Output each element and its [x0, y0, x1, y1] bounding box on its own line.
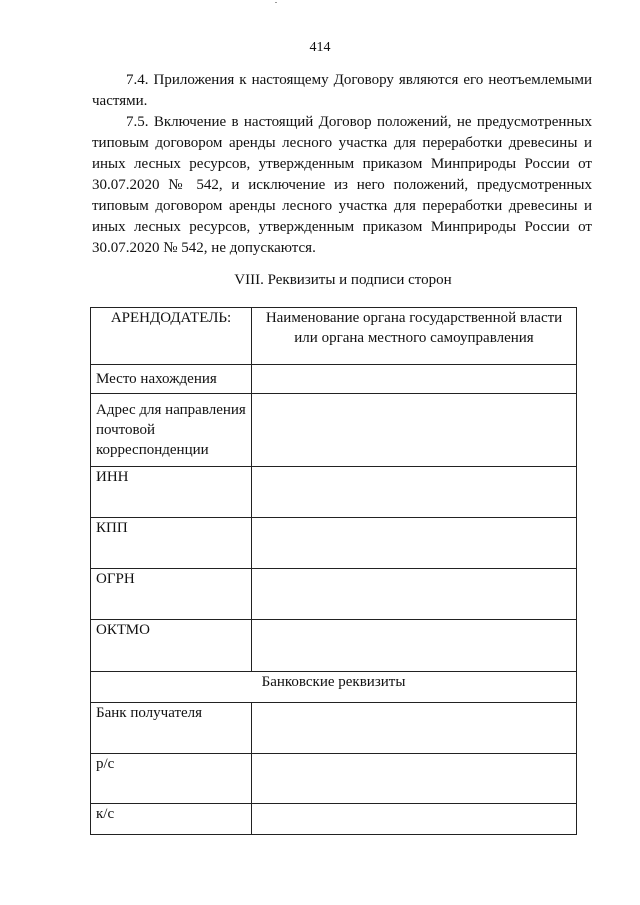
- section-title: VIII. Реквизиты и подписи сторон: [234, 272, 452, 288]
- page-number: 414: [309, 40, 331, 55]
- row-value-location: [252, 365, 577, 394]
- row-value-bank: [252, 703, 577, 754]
- table-row: [91, 569, 577, 620]
- lessor-label: АРЕНДОДАТЕЛЬ:: [91, 308, 252, 365]
- bank-header-row: [91, 672, 577, 703]
- paragraph-7-4: 7.4. Приложения к настоящему Договору являются его неотъемлемыми частями.: [92, 72, 592, 109]
- scan-speck: [275, 2, 277, 3]
- table-row: [91, 518, 577, 569]
- row-label-location: Место нахождения: [91, 365, 252, 394]
- row-value-correspondent-account: [252, 804, 577, 835]
- row-value-settlement-account: [252, 754, 577, 804]
- row-value-inn: [252, 467, 577, 518]
- table-row: [91, 804, 577, 835]
- body-text: [92, 70, 592, 259]
- row-label-inn: ИНН: [91, 467, 252, 518]
- table-row: [91, 467, 577, 518]
- row-value-kpp: [252, 518, 577, 569]
- table-header-row: [91, 308, 577, 365]
- row-label-correspondent-account: к/с: [91, 804, 252, 835]
- table-row: [91, 394, 577, 467]
- row-label-oktmo: ОКТМО: [91, 620, 252, 672]
- bank-details-heading: Банковские реквизиты: [91, 672, 577, 703]
- table-row: [91, 754, 577, 804]
- row-label-bank: Банк получателя: [91, 703, 252, 754]
- row-label-ogrn: ОГРН: [91, 569, 252, 620]
- table-row: [91, 703, 577, 754]
- table-row: [91, 620, 577, 672]
- row-value-postal-address: [252, 394, 577, 467]
- table-row: [91, 365, 577, 394]
- row-label-postal-address: Адрес для направления почтовой корреспонденции: [91, 394, 252, 467]
- row-label-kpp: КПП: [91, 518, 252, 569]
- row-label-settlement-account: р/с: [91, 754, 252, 804]
- authority-name-label: Наименование органа государственной власти или органа местного самоуправления: [252, 308, 577, 365]
- paragraph-7-5: 7.5. Включение в настоящий Договор положений, не предусмотренных типовым договором аренды лесного участка для переработки древесины и иных лесных ресурсов, утвержденным приказом Минприроды России от 30.07.2020 № 542, и исключение из него положений, предусмотренных типовым договором аренды лесного участка для переработки древесины и иных лесных ресурсов, утвержденным приказом Минприроды России от 30.07.2020 № 542, не допускаются.: [92, 114, 592, 256]
- row-value-oktmo: [252, 620, 577, 672]
- requisites-table: [90, 307, 577, 835]
- row-value-ogrn: [252, 569, 577, 620]
